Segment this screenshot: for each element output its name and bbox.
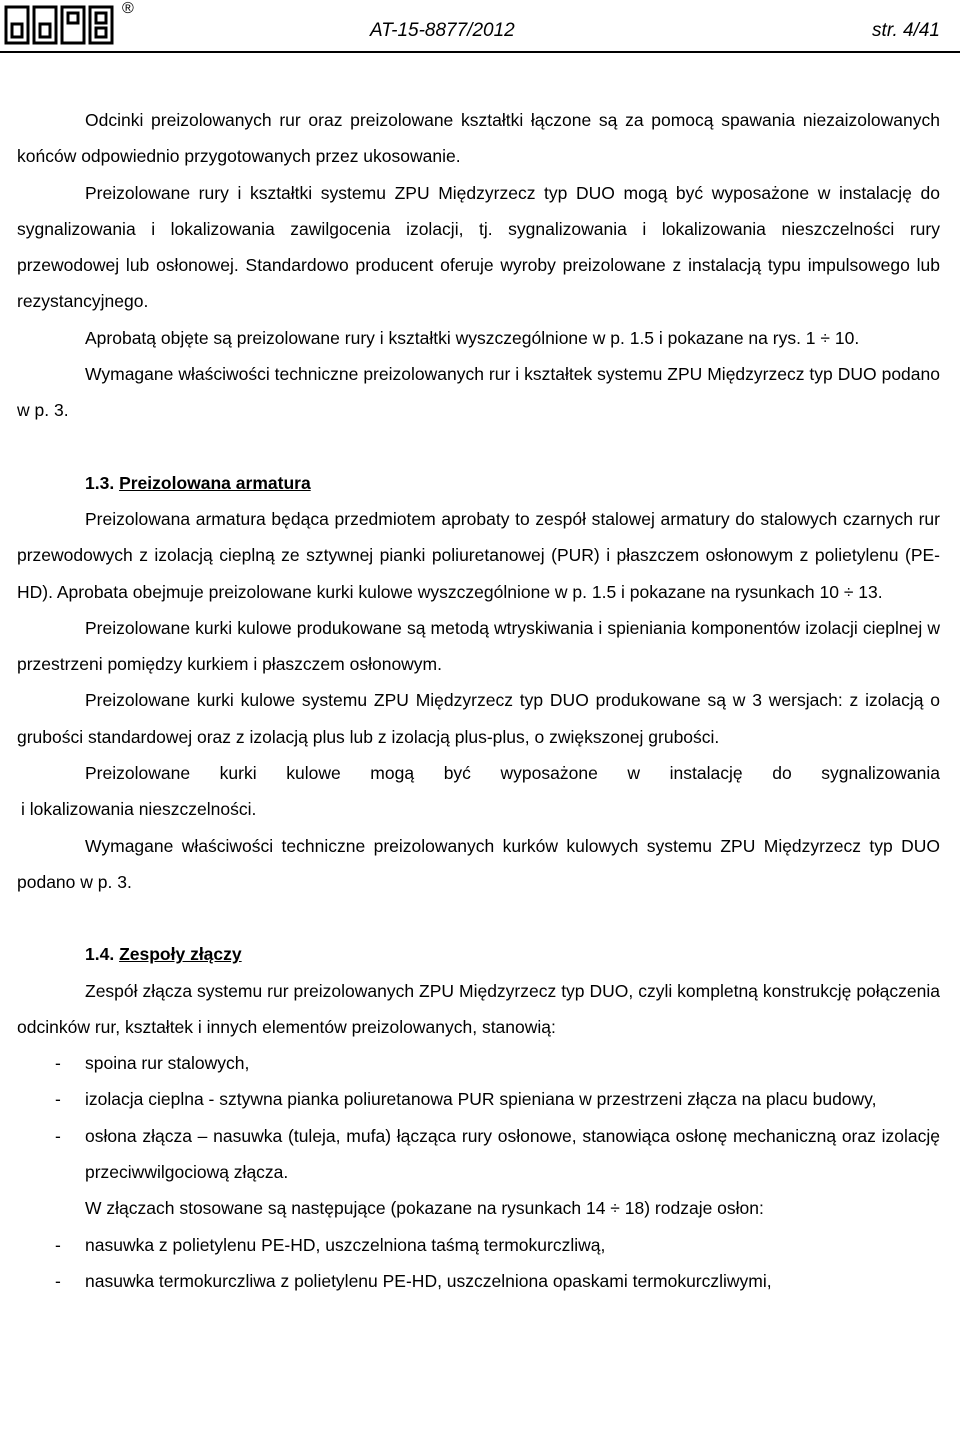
- paragraph: Odcinki preizolowanych rur oraz preizolowane kształtki łączone są za pomocą spawania niezaizolowanych końców odpowiednio przygotowanych przez ukosowanie.: [17, 110, 940, 167]
- document-body: [17, 102, 940, 1299]
- list-item: [17, 1227, 940, 1263]
- list-dash: -: [55, 1270, 61, 1291]
- section-heading-1-3: [85, 465, 940, 501]
- list-item: [17, 1045, 940, 1081]
- itb-logo: [4, 4, 124, 46]
- list-item-text: izolacja cieplna - sztywna pianka poliuretanowa PUR spieniana w przestrzeni złącza na placu budowy,: [85, 1089, 877, 1110]
- paragraph: i lokalizowania nieszczelności.: [21, 799, 257, 820]
- section-heading-1-4: [85, 936, 940, 972]
- list-item-text: osłona złącza – nasuwka (tuleja, mufa) łącząca rury osłonowe, stanowiąca osłonę mechaniczną oraz izolację przeciwwilgociową złącza.: [85, 1125, 940, 1183]
- paragraph: W złączach stosowane są następujące (pokazane na rysunkach 14 ÷ 18) rodzaje osłon:: [85, 1198, 764, 1219]
- section-number: 1.3.: [85, 472, 115, 493]
- registered-mark: ®: [122, 0, 134, 17]
- section-number: 1.4.: [85, 944, 115, 965]
- page-header: [0, 0, 960, 54]
- paragraph: Preizolowana armatura będąca przedmiotem aprobaty to zespół stalowej armatury do stalowych czarnych rur przewodowych z izolacją cieplną ze sztywnej pianki poliuretanowej (PUR) i płaszczem osłonowym z polietylenu (PE-HD). Aprobata obejmuje preizolowane kurki kulowe wyszczególnione w p. 1.5 i pokazane na rysunkach 10 ÷ 13.: [17, 508, 940, 602]
- page-number: str. 4/41: [872, 20, 940, 41]
- paragraph: Wymagane właściwości techniczne preizolowanych kurków kulowych systemu ZPU Międzyrzecz typ DUO podano w p. 3.: [17, 835, 940, 892]
- paragraph: Preizolowane kurki kulowe systemu ZPU Międzyrzecz typ DUO produkowane są w 3 wersjach: z izolacją o grubości standardowej oraz z izolacją plus lub z izolacją plus-plus, o zwiększonej grubości.: [17, 690, 940, 747]
- list-item: [17, 1263, 940, 1299]
- list-item-text: nasuwka z polietylenu PE-HD, uszczelniona taśmą termokurczliwą,: [85, 1234, 606, 1255]
- paragraph: Zespół złącza systemu rur preizolowanych ZPU Międzyrzecz typ DUO, czyli kompletną konstrukcję połączenia odcinków rur, kształtek i innych elementów preizolowanych, stanowią:: [17, 980, 940, 1037]
- list-item: [17, 1081, 940, 1117]
- section-title: Preizolowana armatura: [119, 472, 311, 493]
- paragraph: Preizolowane kurki kulowe mogą być wyposażone w instalację do sygnalizowania: [85, 763, 940, 784]
- list-item-text: spoina rur stalowych,: [85, 1053, 250, 1074]
- paragraph: Aprobatą objęte są preizolowane rury i kształtki wyszczególnione w p. 1.5 i pokazane na rys. 1 ÷ 10.: [85, 327, 860, 348]
- list-dash: -: [55, 1125, 61, 1146]
- paragraph: Wymagane właściwości techniczne preizolowanych rur i kształtek systemu ZPU Międzyrzecz typ DUO podano w p. 3.: [17, 364, 940, 421]
- paragraph: Preizolowane rury i kształtki systemu ZPU Międzyrzecz typ DUO mogą być wyposażone w instalację do sygnalizowania i lokalizowania zawilgocenia izolacji, tj. sygnalizowania i lokalizowania nieszczelności rury przewodowej lub osłonowej. Standardowo producent oferuje wyroby preizolowane z instalacją typu impulsowego lub rezystancyjnego.: [17, 182, 940, 312]
- list-dash: -: [55, 1234, 61, 1255]
- list-item: [17, 1118, 940, 1191]
- list-item-text: nasuwka termokurczliwa z polietylenu PE-HD, uszczelniona opaskami termokurczliwymi,: [85, 1270, 772, 1291]
- document-number: AT-15-8877/2012: [370, 20, 515, 41]
- list-dash: -: [55, 1053, 61, 1074]
- list-dash: -: [55, 1089, 61, 1110]
- section-title: Zespoły złączy: [119, 944, 242, 965]
- paragraph: Preizolowane kurki kulowe produkowane są metodą wtryskiwania i spieniania komponentów izolacji cieplnej w przestrzeni pomiędzy kurkiem i płaszczem osłonowym.: [17, 617, 940, 675]
- header-rule: [0, 51, 960, 53]
